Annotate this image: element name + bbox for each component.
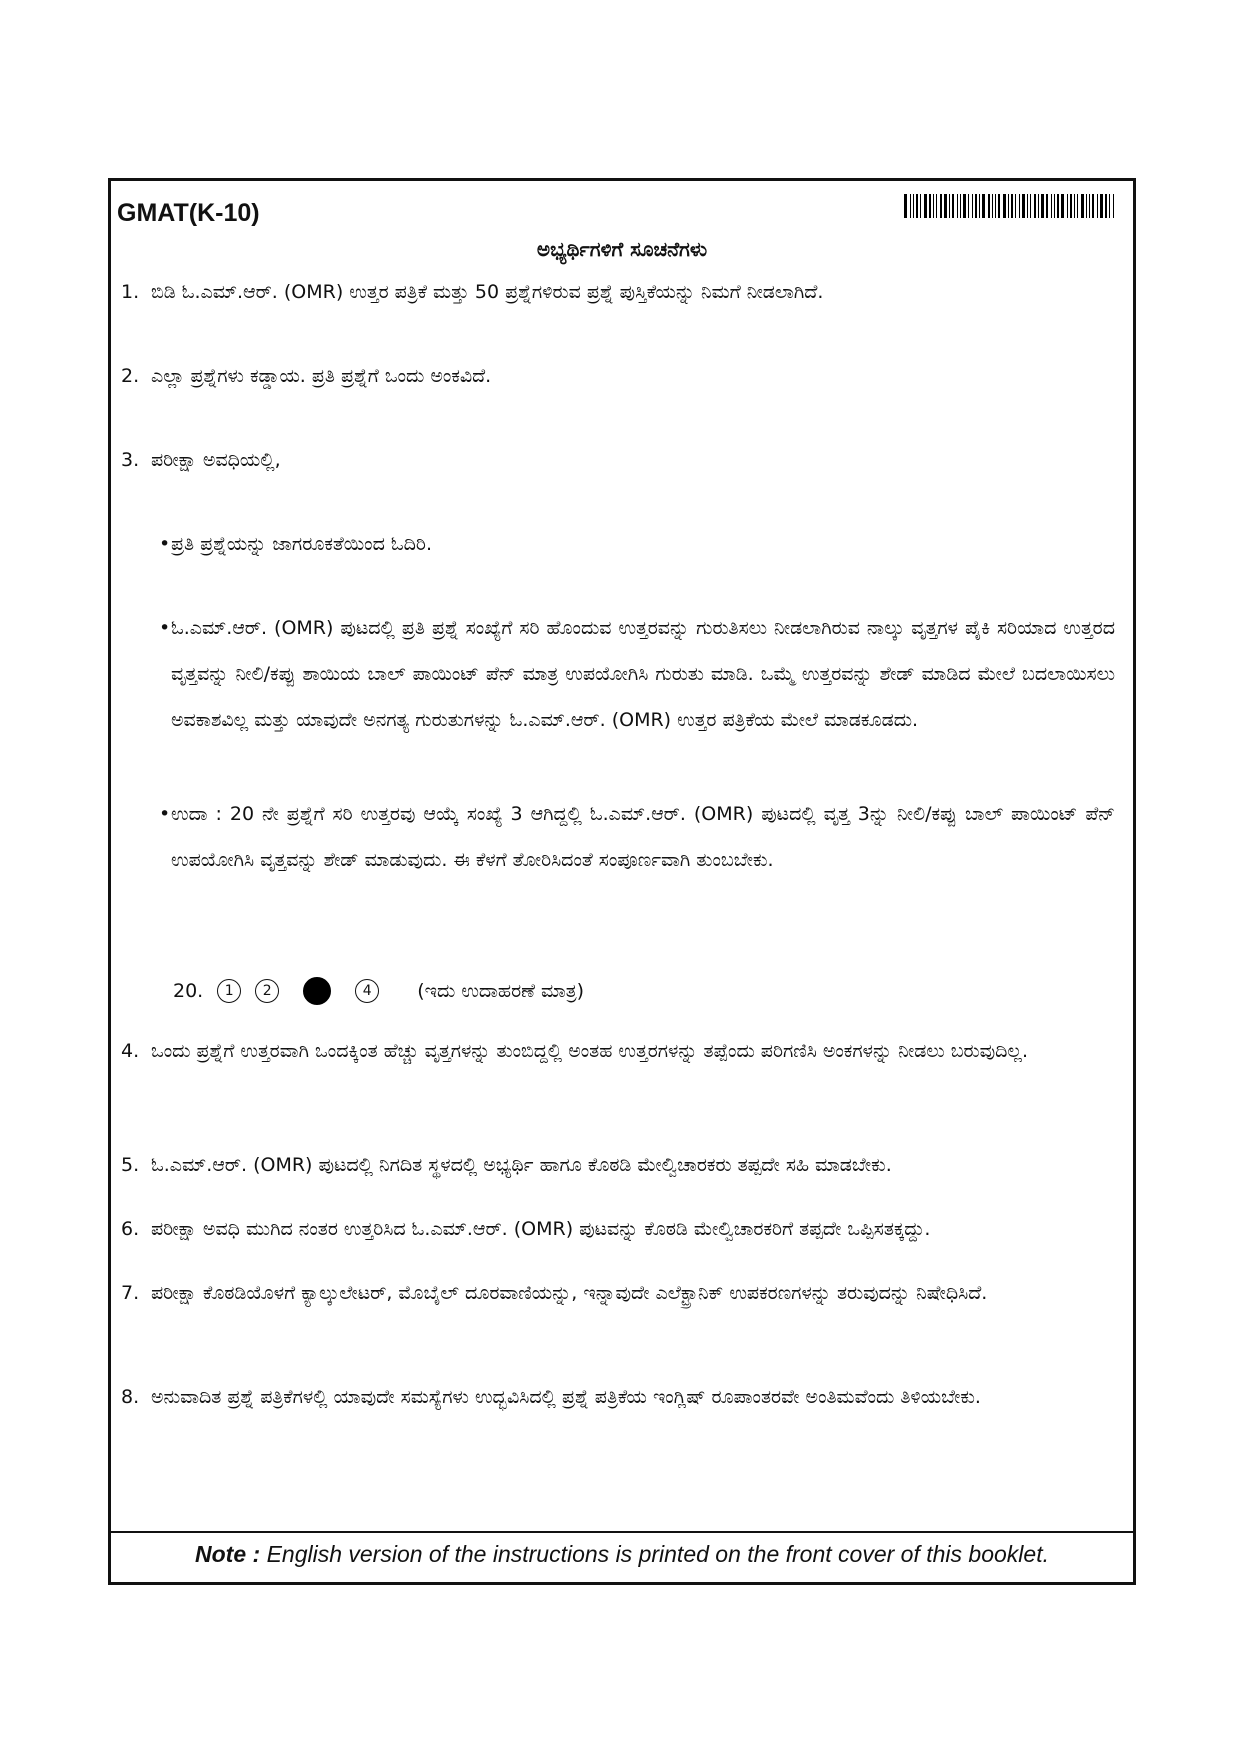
option-bubble: 4 [355, 979, 379, 1003]
sub-bullet: • ಓ.ಎಮ್.ಆರ್. (OMR) ಪುಟದಲ್ಲಿ ಪ್ರತಿ ಪ್ರಶ್ನೆ ಸಂಖ್ಯೆಗೆ ಸರಿ ಹೊಂದುವ ಉತ್ತರವನ್ನು ಗುರುತಿಸಲು ನೀಡಲಾಗಿರುವ ನಾಲ್ಕು ವೃತ್ತಗಳ ಪೈಕಿ ಸರಿಯಾದ ಉತ್ತರದ ವೃತ್ತವನ್ನು ನೀಲಿ/ಕಪ್ಪು ಶಾಯಿಯ ಬಾಲ್ ಪಾಯಿಂಟ್ ಪೆನ್ ಮಾತ್ರ ಉಪಯೋಗಿಸಿ ಗುರುತು ಮಾಡಿ. ಒಮ್ಮೆ ಉತ್ತರವನ್ನು ಶೇಡ್ ಮಾಡಿದ ಮೇಲೆ ಬದಲಾಯಿಸಲು ಅವಕಾಶವಿಲ್ಲ ಮತ್ತು ಯಾವುದೇ ಅನಗತ್ಯ ಗುರುತುಗಳನ್ನು ಓ.ಎಮ್.ಆರ್. (OMR) ಉತ್ತರ ಪತ್ರಿಕೆಯ ಮೇಲೆ ಮಾಡಕೂಡದು. [159, 617, 1115, 731]
option-bubble: 1 [217, 979, 241, 1003]
instruction-item: 6. ಪರೀಕ್ಷಾ ಅವಧಿ ಮುಗಿದ ನಂತರ ಉತ್ತರಿಸಿದ ಓ.ಎಮ್.ಆರ್. (OMR) ಪುಟವನ್ನು ಕೊಠಡಿ ಮೇಲ್ವಿಚಾರಕರಿಗೆ ತಪ್ಪದೇ ಒಪ್ಪಿಸತಕ್ಕದ್ದು. [121, 1218, 931, 1240]
instruction-item: 5. ಓ.ಎಮ್.ಆರ್. (OMR) ಪುಟದಲ್ಲಿ ನಿಗದಿತ ಸ್ಥಳದಲ್ಲಿ ಅಭ್ಯರ್ಥಿ ಹಾಗೂ ಕೊಠಡಿ ಮೇಲ್ವಿಚಾರಕರು ತಪ್ಪದೇ ಸಹಿ ಮಾಡಬೇಕು. [121, 1154, 892, 1176]
instruction-item: 1. ಬಿಡಿ ಓ.ಎಮ್.ಆರ್. (OMR) ಉತ್ತರ ಪತ್ರಿಕೆ ಮತ್ತು 50 ಪ್ರಶ್ನೆಗಳಿರುವ ಪ್ರಶ್ನೆ ಪುಸ್ತಿಕೆಯನ್ನು ನಿಮಗೆ ನೀಡಲಾಗಿದೆ. [121, 281, 824, 303]
instruction-item: 3. ಪರೀಕ್ಷಾ ಅವಧಿಯಲ್ಲಿ, [121, 449, 281, 471]
omr-example [173, 968, 584, 1014]
page-title: ಅಭ್ಯರ್ಥಿಗಳಿಗೆ ಸೂಚನೆಗಳು [536, 237, 708, 261]
instruction-item: 4. ಒಂದು ಪ್ರಶ್ನೆಗೆ ಉತ್ತರವಾಗಿ ಒಂದಕ್ಕಿಂತ ಹೆಚ್ಚು ವೃತ್ತಗಳನ್ನು ತುಂಬಿದ್ದಲ್ಲಿ ಅಂತಹ ಉತ್ತರಗಳನ್ನು ತಪ್ಪೆಂದು ಪರಿಗಣಿಸಿ ಅಂಕಗಳನ್ನು ನೀಡಲು ಬರುವುದಿಲ್ಲ. [121, 1040, 1029, 1062]
instruction-item: 2. ಎಲ್ಲಾ ಪ್ರಶ್ನೆಗಳು ಕಡ್ಡಾಯ. ಪ್ರತಿ ಪ್ರಶ್ನೆಗೆ ಒಂದು ಅಂಕವಿದೆ. [121, 365, 492, 387]
instruction-item: 8. ಅನುವಾದಿತ ಪ್ರಶ್ನೆ ಪತ್ರಿಕೆಗಳಲ್ಲಿ ಯಾವುದೇ ಸಮಸ್ಯೆಗಳು ಉದ್ಭವಿಸಿದಲ್ಲಿ ಪ್ರಶ್ನೆ ಪತ್ರಿಕೆಯ ಇಂಗ್ಲಿಷ್ ರೂಪಾಂತರವೇ ಅಂತಿಮವೆಂದು ತಿಳಿಯಬೇಕು. [121, 1386, 981, 1408]
instruction-frame [108, 178, 1136, 1585]
note-text: English version of the instructions is printed on the front cover of this booklet. [266, 1541, 1049, 1567]
instruction-item: 7. ಪರೀಕ್ಷಾ ಕೊಠಡಿಯೊಳಗೆ ಕ್ಯಾಲ್ಕುಲೇಟರ್, ಮೊಬೈಲ್ ದೂರವಾಣಿಯನ್ನು, ಇನ್ನಾವುದೇ ಎಲೆಕ್ಟ್ರಾನಿಕ್ ಉಪಕರಣಗಳನ್ನು ತರುವುದನ್ನು ನಿಷೇಧಿಸಿದೆ. [121, 1282, 988, 1304]
sub-bullet: • ಪ್ರತಿ ಪ್ರಶ್ನೆಯನ್ನು ಜಾಗರೂಕತೆಯಿಂದ ಓದಿರಿ. [159, 533, 432, 555]
option-bubble: 2 [255, 979, 279, 1003]
barcode [904, 194, 1116, 218]
example-caption: (ಇದು ಉದಾಹರಣೆ ಮಾತ್ರ) [417, 980, 585, 1002]
example-question-number: 20. [173, 980, 204, 1002]
exam-code: GMAT(K-10) [117, 199, 260, 227]
note-divider [111, 1531, 1133, 1533]
sub-bullet: • ಉದಾ : 20 ನೇ ಪ್ರಶ್ನೆಗೆ ಸರಿ ಉತ್ತರವು ಆಯ್ಕೆ ಸಂಖ್ಯೆ 3 ಆಗಿದ್ದಲ್ಲಿ ಓ.ಎಮ್.ಆರ್. (OMR) ಪುಟದಲ್ಲಿ ವೃತ್ತ 3ನ್ನು ನೀಲಿ/ಕಪ್ಪು ಬಾಲ್ ಪಾಯಿಂಟ್ ಪೆನ್ ಉಪಯೋಗಿಸಿ ವೃತ್ತವನ್ನು ಶೇಡ್ ಮಾಡುವುದು. ಈ ಕೆಳಗೆ ತೋರಿಸಿದಂತೆ ಸಂಪೂರ್ಣವಾಗಿ ತುಂಬಬೇಕು. [159, 803, 1115, 871]
note-footer [111, 1541, 1133, 1568]
note-label: Note : [195, 1541, 261, 1567]
option-bubble-filled [303, 977, 331, 1005]
